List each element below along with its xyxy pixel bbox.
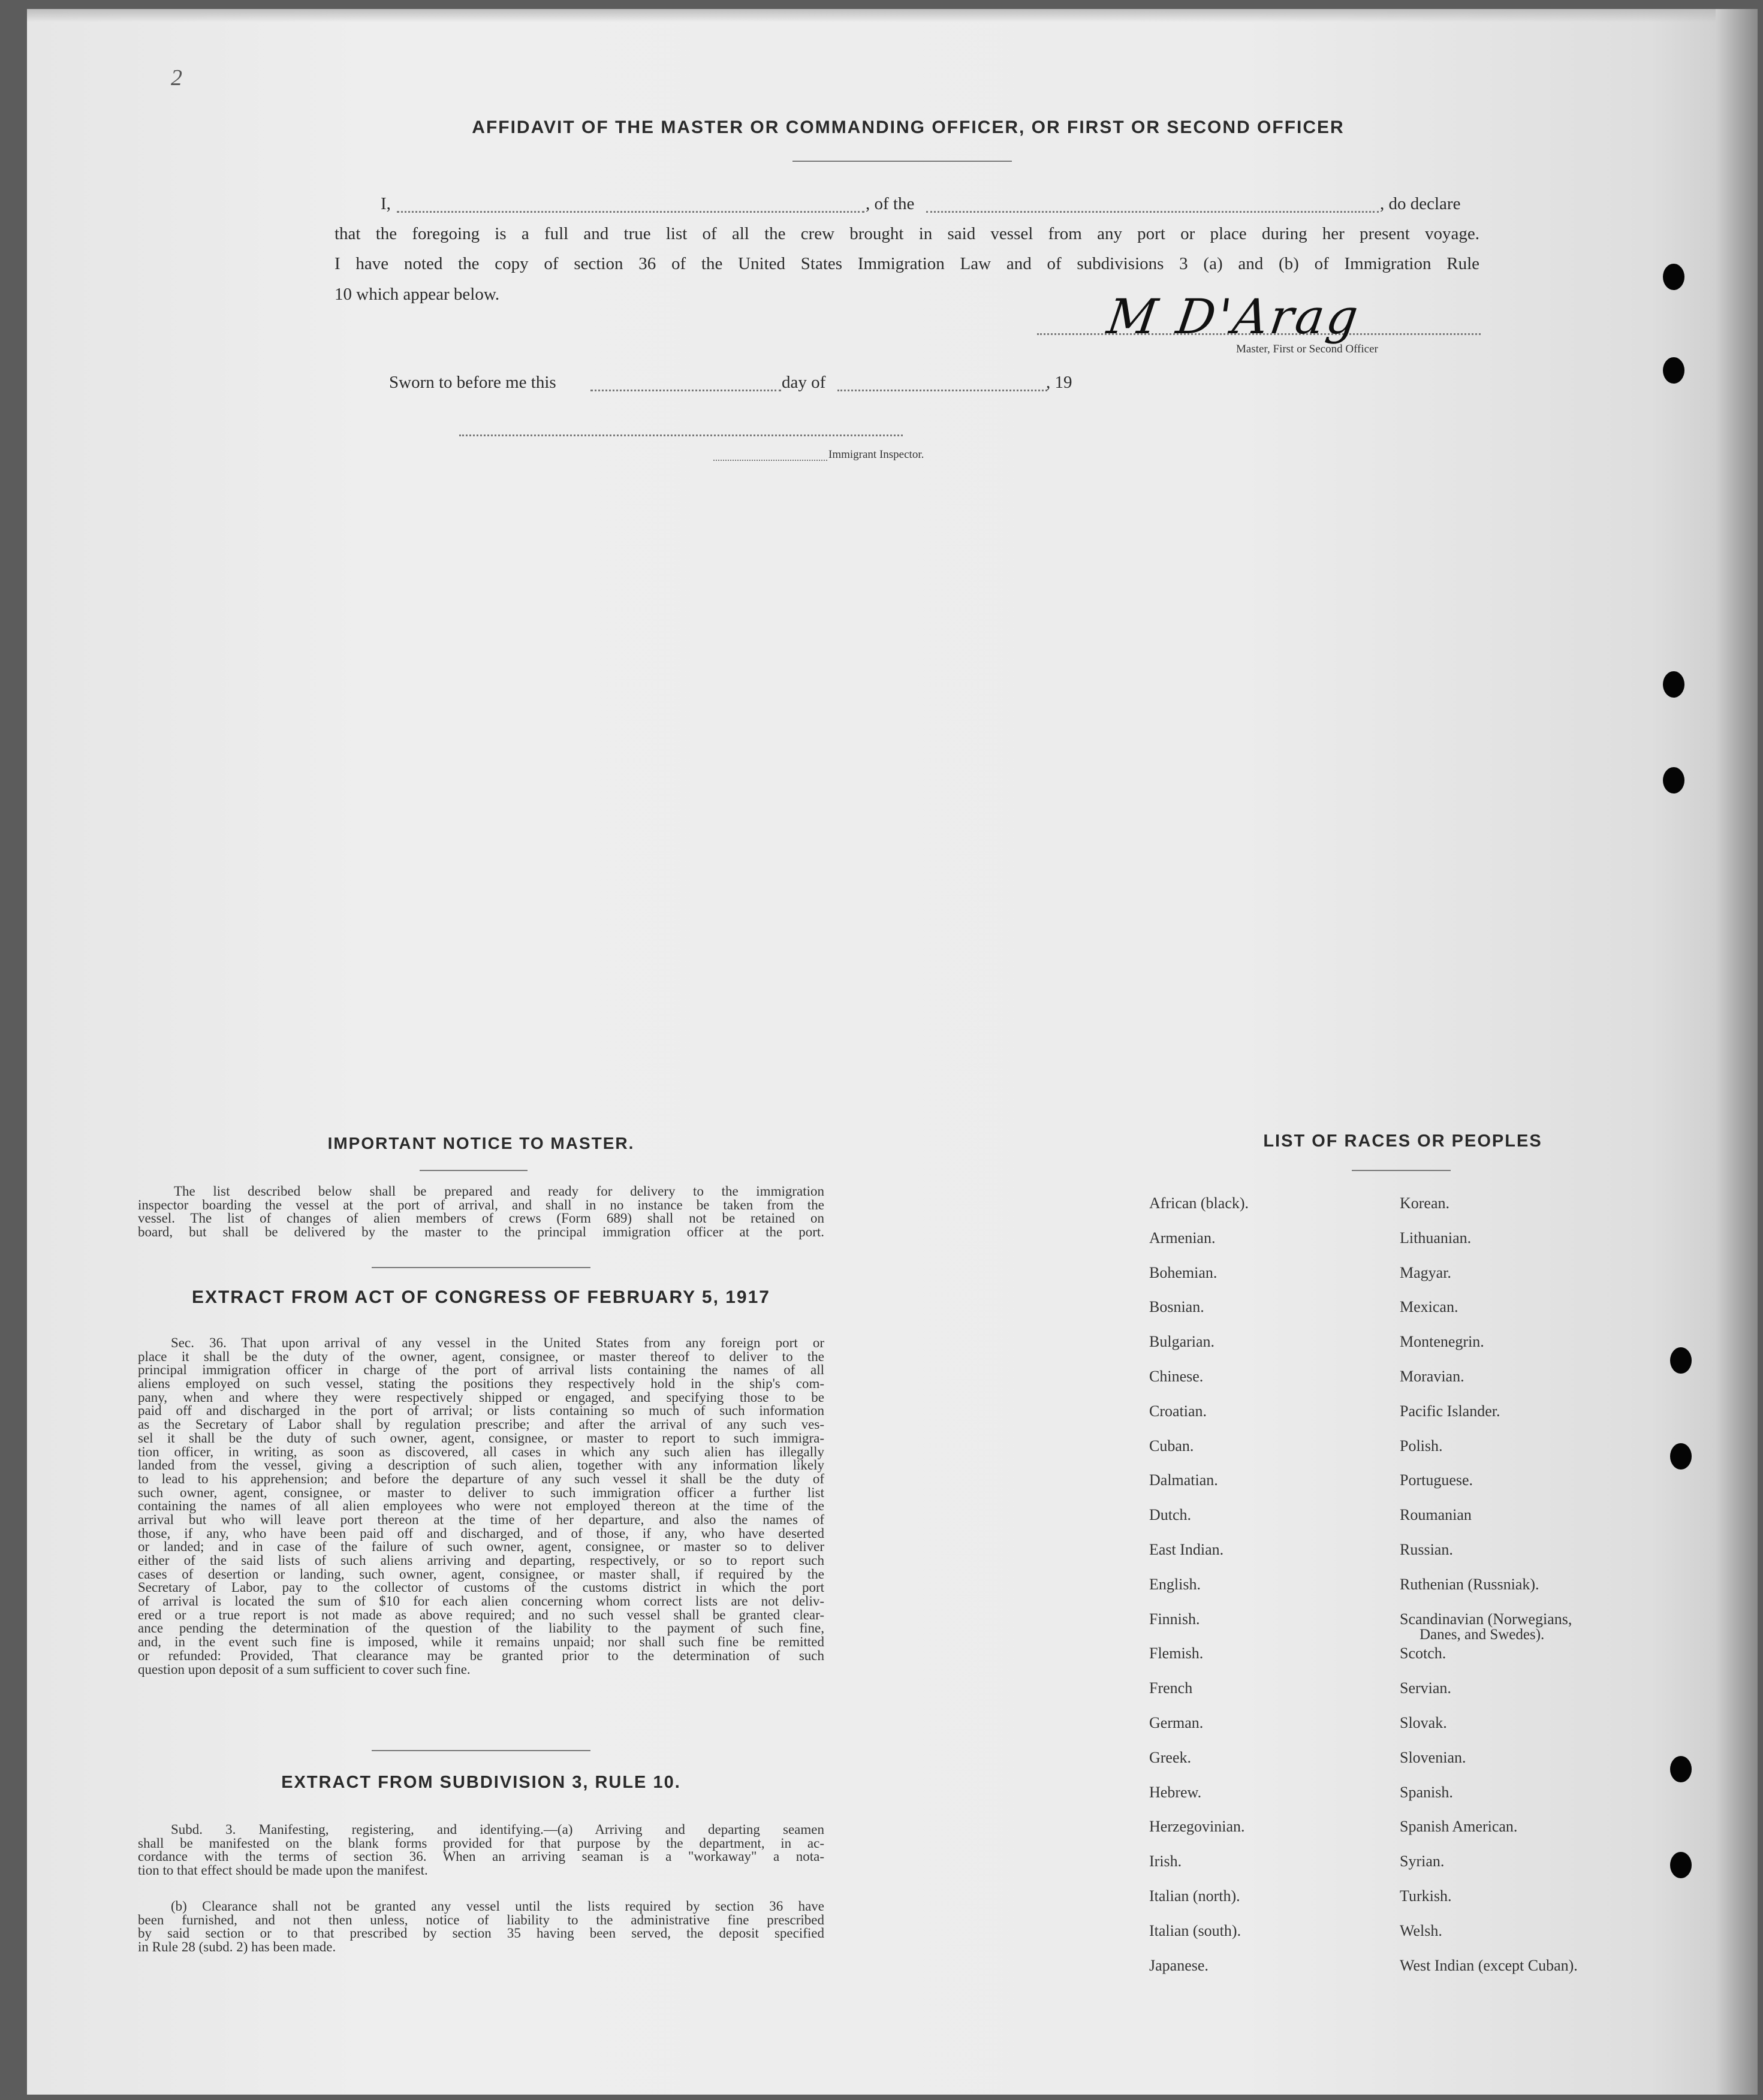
race-item: Pacific Islander. [1400,1402,1500,1420]
rule-line: been furnished, and not then unless, notice of liability to the administrative fine prescribed [138,1912,824,1927]
race-item: Finnish. [1149,1610,1200,1628]
act-line: pany, when and where they were respectively shipped or engaged, and specifying those to be [138,1389,824,1405]
race-item: Herzegovinian. [1149,1818,1245,1836]
act-line: ered or a true report is not made as above required; and no such vessel shall be granted clear- [138,1607,824,1622]
race-item: Scandinavian (Norwegians, [1400,1610,1572,1628]
act-line: question upon deposit of a sum sufficient to cover such fine. [138,1661,471,1677]
rule-line: shall be manifested on the blank forms provided for that purpose by the department, in ac- [138,1835,824,1851]
race-item: Hebrew. [1149,1783,1202,1801]
race-item: German. [1149,1714,1204,1731]
act-line: as the Secretary of Labor shall by regulation prescribe; and after the arrival of any such ves- [138,1417,824,1432]
races-rule [1352,1170,1451,1171]
race-item: Mexican. [1400,1298,1458,1316]
race-item: Cuban. [1149,1437,1194,1455]
section-rule [372,1267,590,1268]
corner-mark: 2 [171,65,182,90]
race-item: Servian. [1400,1679,1451,1697]
section-rule [372,1750,590,1751]
notice-line: vessel. The list of changes of alien members of crews (Form 689) shall not be retained on [138,1211,824,1226]
race-item: Bohemian. [1149,1263,1217,1281]
race-item: Chinese. [1149,1368,1204,1385]
act-line: containing the names of all alien employees who were not employed thereon at the time of the [138,1498,824,1514]
affidavit-declare-label: , do declare [1380,194,1461,213]
act-line: arrival but who will leave port thereon at the time of her departure, and also the names of [138,1511,824,1527]
punch-hole [1670,1756,1692,1782]
title-rule [792,161,1012,162]
act-line: Secretary of Labor, pay to the collector of customs of the customs district in which the port [138,1580,824,1595]
race-item: Dutch. [1149,1506,1192,1524]
punch-hole [1663,357,1684,384]
punch-hole [1663,671,1684,698]
binding-edge [1716,9,1758,2095]
act-line: sel it shall be the duty of such owner, agent, consignee, or master to report to such immigra- [138,1430,824,1446]
notice-line: The list described below shall be prepared and ready for delivery to the immigration [174,1184,824,1199]
punch-hole [1670,1347,1692,1374]
race-item: Spanish American. [1400,1818,1518,1836]
day-of-label: day of [782,373,826,392]
rule-para-b [138,1900,824,1954]
race-item: Portuguese. [1400,1471,1473,1489]
vessel-blank [926,211,1379,213]
race-item: English. [1149,1575,1201,1593]
inspector-caption-dots [713,460,827,461]
rule-line: tion to that effect should be made upon the manifest. [138,1863,428,1878]
act-line: those, if any, who have been paid off and discharged, and of those, if any, who have deserted [138,1525,824,1541]
affidavit-title: AFFIDAVIT OF THE MASTER OR COMMANDING OFFICER, OR FIRST OR SECOND OFFICER [472,117,1345,137]
affidavit-i-label: I, [381,194,391,213]
inspector-caption: Immigrant Inspector. [828,448,924,461]
race-item: Ruthenian (Russniak). [1400,1575,1539,1593]
race-item: Russian. [1400,1541,1453,1558]
act-line: or refunded: Provided, That clearance may be granted prior to the determination of such [138,1648,824,1663]
race-item: Scotch. [1400,1645,1446,1662]
race-item-continued: Danes, and Swedes). [1420,1627,1545,1643]
act-text [138,1336,824,1676]
act-line: cases of desertion or landing, such owner, agent, consignee, or master shall, if required by the [138,1566,824,1582]
race-item: Armenian. [1149,1229,1216,1247]
punch-hole [1670,1852,1692,1878]
rule-line: (b) Clearance shall not be granted any vessel until the lists required by section 36 have [171,1899,824,1914]
year-label: , 19 [1046,373,1072,392]
race-item: African (black). [1149,1194,1249,1212]
day-blank [590,390,781,391]
race-item: Syrian. [1400,1852,1445,1870]
notice-rule [420,1170,528,1171]
race-item: Slovak. [1400,1714,1447,1731]
race-item: Flemish. [1149,1645,1204,1662]
race-item: Croatian. [1149,1402,1207,1420]
race-item: Greek. [1149,1748,1192,1766]
act-line: paid off and discharged in the port of arrival; or lists containing so much of such information [138,1403,824,1419]
month-blank [837,390,1047,391]
name-blank [397,211,864,213]
race-item: Japanese. [1149,1956,1209,1974]
act-line: either of the said lists of such aliens arriving and departing, respectively, or so to report such [138,1553,824,1568]
notice-line: board, but shall be delivered by the master to the principal immigration officer at the port. [138,1224,824,1240]
rule-para-a [138,1823,824,1878]
affidavit-line-3: I have noted the copy of section 36 of the United States Immigration Law and of subdivisions 3 (a) and (b) of Immigration Rule [334,254,1479,273]
race-item: Italian (north). [1149,1887,1240,1905]
notice-text [138,1185,824,1239]
sworn-label: Sworn to before me this [389,373,556,392]
act-line: tion officer, in writing, as soon as discovered, all cases in which any such alien has illegally [138,1444,824,1459]
race-item: Welsh. [1400,1921,1442,1939]
act-line: place it shall be the duty of the owner, agent, consignee, or master thereof to deliver to the [138,1348,824,1364]
act-line: aliens employed on such vessel, stating the positions they respectively hold in the ship's com- [138,1376,824,1392]
race-item: Lithuanian. [1400,1229,1472,1247]
race-item: Spanish. [1400,1783,1453,1801]
race-item: Bulgarian. [1149,1333,1215,1351]
race-item: Turkish. [1400,1887,1452,1905]
race-item: Roumanian [1400,1506,1472,1524]
act-line: to lead to his apprehension; and before the departure of any such vessel it shall be the duty of [138,1471,824,1486]
rule-line: Subd. 3. Manifesting, registering, and identifying.—(a) Arriving and departing seamen [171,1822,824,1837]
race-item: Moravian. [1400,1368,1464,1385]
rule-title: EXTRACT FROM SUBDIVISION 3, RULE 10. [281,1773,681,1792]
rule-line: by said section or to that prescribed by section 35 having been served, the deposit specified [138,1926,824,1941]
race-item: Magyar. [1400,1263,1451,1281]
act-line: landed from the vessel, giving a description of such alien, together with any information likely [138,1458,824,1473]
punch-hole [1663,767,1684,793]
punch-hole [1670,1443,1692,1470]
affidavit-line-2: that the foregoing is a full and true list of all the crew brought in said vessel from any port or place during her present voyage. [334,224,1479,243]
race-item: Dalmatian. [1149,1471,1218,1489]
affidavit-of-the-label: , of the [866,194,915,213]
act-title: EXTRACT FROM ACT OF CONGRESS OF FEBRUARY 5, 1917 [192,1287,770,1307]
inspector-signature-line [459,435,903,436]
act-line: ance pending the determination of the question of the liability to the payment of such fine, [138,1621,824,1636]
race-item: Polish. [1400,1437,1443,1455]
race-item: West Indian (except Cuban). [1400,1956,1578,1974]
act-line: Sec. 36. That upon arrival of any vessel in the United States from any foreign port or [171,1335,824,1350]
notice-line: inspector boarding the vessel at the port of arrival, and shall in no instance be taken from the [138,1197,824,1212]
race-item: East Indian. [1149,1541,1224,1558]
race-item: Bosnian. [1149,1298,1204,1316]
act-line: or landed; and in case of the failure of such owner, agent, consignee, or master so to deliver [138,1539,824,1555]
race-item: Irish. [1149,1852,1182,1870]
race-item: Korean. [1400,1194,1450,1212]
rule-line: cordance with the terms of section 36. When an arriving seaman is a "workaway" a nota- [138,1849,824,1864]
punch-hole [1663,264,1684,290]
act-line: of arrival is located the sum of $10 for each alien concerning whom correct lists are not deliv- [138,1594,824,1609]
race-item: Slovenian. [1400,1748,1466,1766]
act-line: principal immigration officer in charge of the port of arrival lists containing the names of all [138,1362,824,1378]
race-item: Montenegrin. [1400,1333,1484,1351]
notice-title: IMPORTANT NOTICE TO MASTER. [327,1134,635,1152]
page-shadow [27,9,1753,22]
race-item: French [1149,1679,1193,1697]
race-item: Italian (south). [1149,1921,1241,1939]
rule-line: in Rule 28 (subd. 2) has been made. [138,1939,336,1955]
affidavit-line-4: 10 which appear below. [334,285,500,304]
act-line: such owner, agent, consignee, or master to deliver to such immigration officer a further list [138,1485,824,1500]
act-line: and, in the event such fine is imposed, while it remains unpaid; nor shall such fine be remitted [138,1634,824,1650]
master-signature: M D'Arag [1104,289,1364,345]
signature-caption: Master, First or Second Officer [1236,343,1378,355]
races-title: LIST OF RACES OR PEOPLES [1263,1132,1542,1151]
